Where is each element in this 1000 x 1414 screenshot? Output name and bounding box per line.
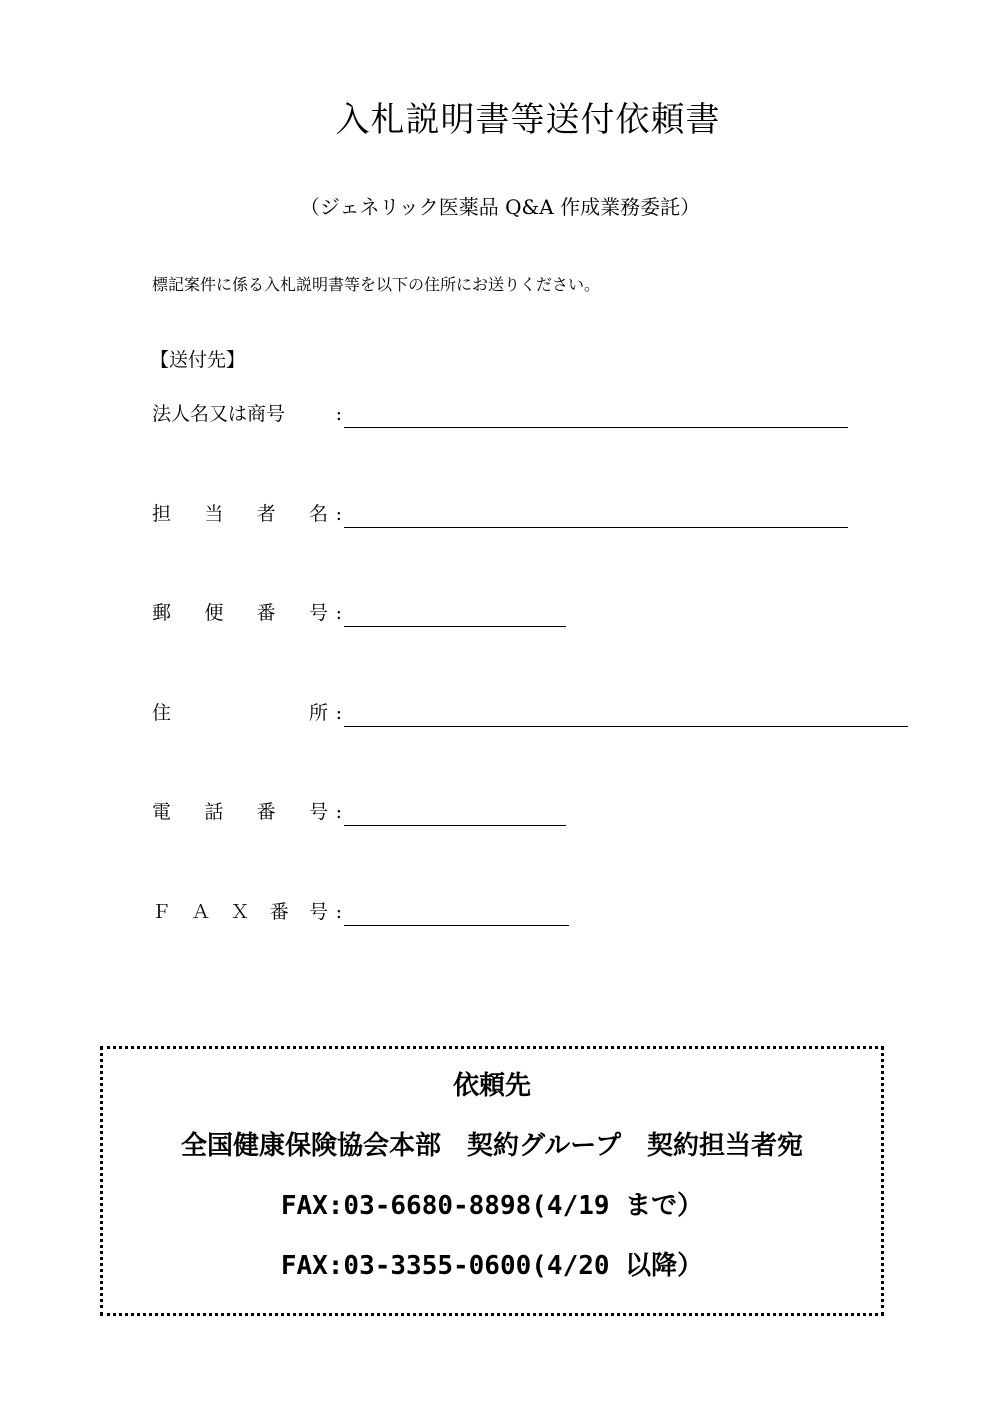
- field-colon: :: [335, 702, 342, 724]
- section-heading-destination: 【送付先】: [150, 349, 246, 371]
- field-phone-number: [152, 796, 566, 826]
- address-input-line[interactable]: [344, 702, 908, 727]
- field-label-text: Ｆ Ａ Ｘ 番 号: [152, 901, 328, 923]
- field-label-text: 担 当 者 名: [152, 503, 328, 525]
- recipient-name: 全国健康保険協会本部 契約グループ 契約担当者宛: [181, 1131, 803, 1161]
- field-label-text: 住 所: [152, 702, 328, 724]
- document-title: 入札説明書等送付依頼書: [335, 100, 721, 140]
- field-label-text: 電 話 番 号: [152, 801, 328, 823]
- field-fax-number: [152, 896, 569, 926]
- field-label-postal-code: [152, 599, 342, 627]
- field-label-address: [152, 699, 342, 727]
- request-recipient-box: [100, 1046, 884, 1316]
- intro-text: 標記案件に係る入札説明書等を以下の住所にお送りください。: [152, 275, 601, 294]
- field-label-phone-number: [152, 798, 342, 826]
- field-postal-code: [152, 597, 566, 627]
- field-label-company-name: [152, 400, 342, 428]
- document-subtitle: （ジェネリック医薬品 Q&A 作成業務委託）: [299, 195, 701, 219]
- field-label-contact-person: [152, 500, 342, 528]
- field-colon: :: [335, 503, 342, 525]
- field-label-text: 法人名又は商号: [152, 403, 286, 425]
- field-address: [152, 697, 908, 727]
- field-colon: :: [335, 801, 342, 823]
- field-label-fax-number: [152, 898, 342, 926]
- fax-number-input-line[interactable]: [344, 901, 569, 926]
- fax-number-until: FAX:03-6680-8898(4/19 まで）: [280, 1191, 704, 1221]
- recipient-heading: 依頼先: [452, 1071, 531, 1101]
- field-colon: :: [335, 901, 342, 923]
- field-contact-person: [152, 498, 848, 528]
- contact-person-input-line[interactable]: [344, 503, 848, 528]
- field-company-name: [152, 398, 848, 428]
- fax-number-after: FAX:03-3355-0600(4/20 以降）: [280, 1251, 704, 1281]
- field-colon: :: [335, 602, 342, 624]
- postal-code-input-line[interactable]: [344, 602, 566, 627]
- phone-number-input-line[interactable]: [344, 801, 566, 826]
- field-label-text: 郵 便 番 号: [152, 602, 328, 624]
- field-colon: :: [335, 403, 342, 425]
- company-name-input-line[interactable]: [344, 403, 848, 428]
